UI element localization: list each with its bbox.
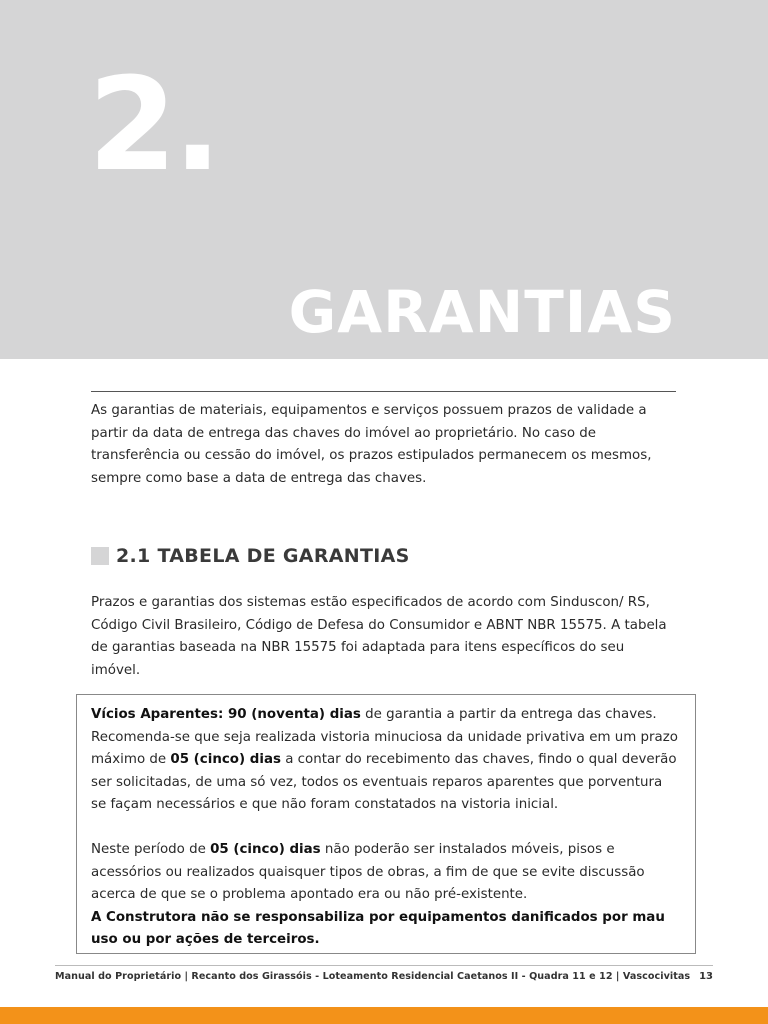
paragraph-gap [91,817,681,840]
page-number: 13 [699,971,713,982]
divider-rule [91,391,676,392]
footer-divider [55,965,713,966]
box-p2-bold: 05 (cinco) dias [210,842,321,857]
box-p2-text-b: não poderão ser instalados móveis, pisos e acessórios ou realizados quaisquer tipos de obras, a fim de que se evite discussão acerca de que se o problema apontado era ou não pré-existente. [91,842,645,902]
footer-accent-band [0,1007,768,1024]
section-heading-text: 2.1 TABELA DE GARANTIAS [116,545,410,567]
box-paragraph-3: A Construtora não se responsabiliza por equipamentos danificados por mau uso ou por ações de terceiros. [91,909,665,947]
chapter-number: 2. [88,51,218,200]
section-heading [91,543,410,569]
box-paragraph-2 [91,839,681,907]
box-paragraph-1 [91,704,681,817]
box-p1-bold-2: 05 (cinco) dias [170,752,281,767]
box-p1-bold: Vícios Aparentes: 90 (noventa) dias [91,707,361,722]
intro-paragraph: As garantias de materiais, equipamentos e serviços possuem prazos de validade a partir da data de entrega das chaves do imóvel ao proprietário. No caso de transferência ou cessão do imóvel, os prazos estipulados permanecem os mesmos, sempre como base a data de entrega das chaves. [91,403,652,486]
box-p2-text-a: Neste período de [91,842,211,857]
section-marker-square [91,547,109,565]
section-body-paragraph: Prazos e garantias dos sistemas estão especificados de acordo com Sinduscon/ RS, Código Civil Brasileiro, Código de Defesa do Consumidor e ABNT NBR 15575. A tabela de garantias baseada na NBR 15575 foi adaptada para itens específicos do seu imóvel. [91,595,667,678]
warranty-notice-box [76,694,696,954]
box-p1-text-b: a contar do recebimento das chaves, findo o qual deverão ser solicitadas, de uma só vez, todos os eventuais reparos aparentes que porventura se façam necessários e que não foram constatados na vistoria inicial. [91,752,677,812]
box-p1-text-a: de garantia a partir da entrega das chaves. Recomenda-se que seja realizada vistoria minuciosa da unidade privativa em um prazo máximo de [91,707,678,767]
footer-text: Manual do Proprietário | Recanto dos Girassóis - Loteamento Residencial Caetanos II - Quadra 11 e 12 | Vascocivitas [55,971,691,982]
chapter-title: GARANTIAS [288,278,676,346]
